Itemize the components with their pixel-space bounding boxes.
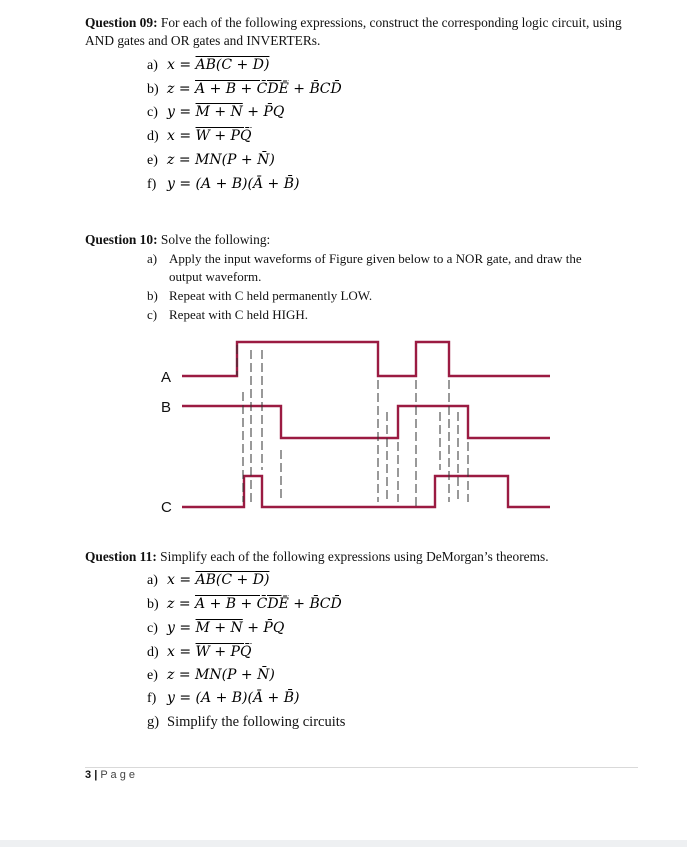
- q09-item-a: a) x = AB(C + D): [147, 57, 270, 73]
- footer-separator: |: [94, 769, 98, 781]
- question-09-number: Question 09:: [85, 15, 158, 30]
- footer-rule: [85, 767, 638, 768]
- q10-item-c: c) Repeat with C held HIGH.: [147, 307, 309, 322]
- question-09-text: For each of the following expressions, construct the corresponding logic circuit, using AND gates and OR gates and INVERTERs.: [85, 15, 622, 48]
- signal-label-c: C: [161, 499, 172, 516]
- q09-item-b: b) z = A + B + C̄DĒ + B̄CD̄: [147, 81, 342, 97]
- q09-item-f: f) y = (A + B)(Ā + B̄): [147, 176, 300, 192]
- q11-item-f: f) y = (A + B)(Ā + B̄): [147, 690, 300, 706]
- waveform-c: [182, 476, 550, 507]
- question-11-number: Question 11:: [85, 549, 157, 564]
- q10-item-b: b) Repeat with C held permanently LOW.: [147, 288, 373, 303]
- question-10-number: Question 10:: [85, 232, 158, 247]
- q11-item-d: d) x = W + PQ̄: [147, 644, 252, 660]
- question-10-text: Solve the following:: [160, 232, 271, 247]
- signal-label-b: B: [161, 399, 172, 416]
- q10-item-a: a) Apply the input waveforms of Figure given below to a NOR gate, and draw the output waveform.: [147, 251, 582, 284]
- page-number: 3: [85, 769, 92, 781]
- timing-guides: [237, 345, 468, 507]
- q09-item-c: c) y = M + N + P̄Q: [147, 104, 285, 120]
- page-footer: [85, 769, 135, 781]
- page-label: P a g e: [100, 769, 135, 781]
- q11-item-c: c) y = M + N + P̄Q: [147, 620, 285, 636]
- q09-item-d: d) x = W + PQ̄: [147, 128, 252, 144]
- q09-item-e: e) z = MN(P + N̄): [147, 152, 275, 168]
- q11-item-e: e) z = MN(P + N̄): [147, 667, 275, 683]
- q11-item-b: b) z = A + B + C̄DĒ + B̄CD̄: [147, 596, 342, 612]
- signal-label-a: A: [161, 369, 172, 386]
- q11-item-a: a) x = AB(C + D): [147, 572, 270, 588]
- question-11-text: Simplify each of the following expressions using DeMorgan’s theorems.: [160, 549, 549, 564]
- waveform-b: [182, 406, 550, 438]
- q11-item-g: g) Simplify the following circuits: [147, 714, 346, 730]
- question-11-heading: [85, 548, 625, 566]
